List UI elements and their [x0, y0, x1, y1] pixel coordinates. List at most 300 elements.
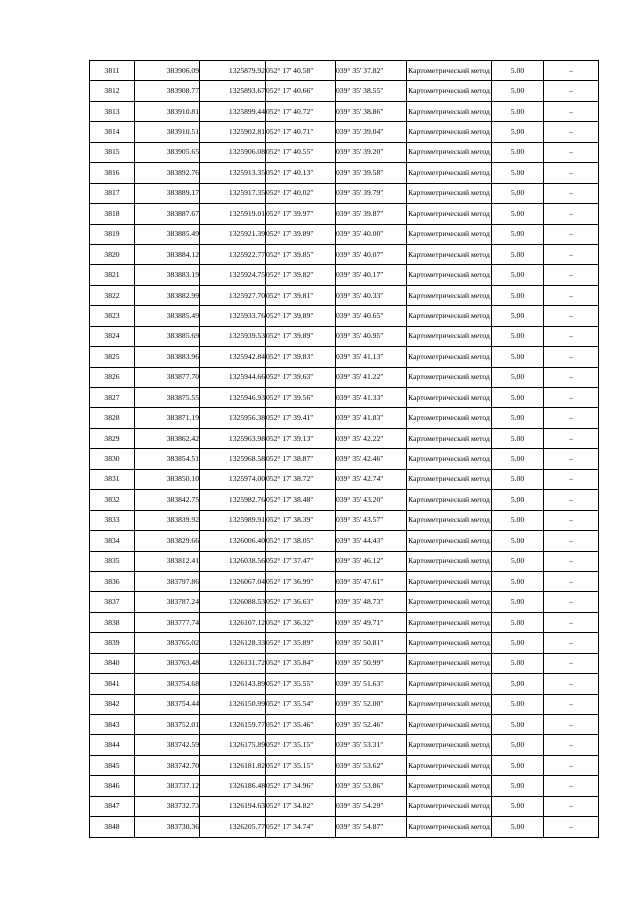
description-cell: –	[544, 449, 599, 469]
accuracy-cell: 5.00	[492, 653, 544, 673]
accuracy-cell: 5.00	[492, 551, 544, 571]
point-number-cell: 3813	[90, 101, 135, 121]
x-coordinate-cell: 383910.51	[135, 122, 200, 142]
longitude-cell: 039° 35' 41.33"	[336, 388, 407, 408]
longitude-cell: 039° 35' 39.79"	[336, 183, 407, 203]
accuracy-cell: 5.00	[492, 735, 544, 755]
accuracy-cell: 5.00	[492, 101, 544, 121]
x-coordinate-cell: 383797.86	[135, 571, 200, 591]
latitude-cell: 052° 17' 39.83"	[266, 347, 336, 367]
longitude-cell: 039° 35' 53.86"	[336, 776, 407, 796]
latitude-cell: 052° 17' 40.58"	[266, 61, 336, 81]
table-row	[90, 449, 599, 469]
x-coordinate-cell: 383910.81	[135, 101, 200, 121]
longitude-cell: 039° 35' 44.43"	[336, 531, 407, 551]
description-cell: –	[544, 694, 599, 714]
x-coordinate-cell: 383889.17	[135, 183, 200, 203]
longitude-cell: 039° 35' 39.87"	[336, 204, 407, 224]
method-cell: Картометрический метод	[407, 592, 492, 612]
x-coordinate-cell: 383812.41	[135, 551, 200, 571]
accuracy-cell: 5.00	[492, 81, 544, 101]
accuracy-cell: 5.00	[492, 776, 544, 796]
y-coordinate-cell: 1326159.77	[200, 715, 266, 735]
latitude-cell: 052° 17' 36.99"	[266, 571, 336, 591]
table-row	[90, 674, 599, 694]
table-row	[90, 612, 599, 632]
x-coordinate-cell: 383754.44	[135, 694, 200, 714]
accuracy-cell: 5.00	[492, 592, 544, 612]
accuracy-cell: 5.00	[492, 61, 544, 81]
longitude-cell: 039° 35' 40.65"	[336, 306, 407, 326]
longitude-cell: 039° 35' 40.07"	[336, 244, 407, 264]
method-cell: Картометрический метод	[407, 81, 492, 101]
point-number-cell: 3823	[90, 306, 135, 326]
method-cell: Картометрический метод	[407, 571, 492, 591]
description-cell: –	[544, 224, 599, 244]
method-cell: Картометрический метод	[407, 428, 492, 448]
description-cell: –	[544, 469, 599, 489]
description-cell: –	[544, 101, 599, 121]
table-row	[90, 122, 599, 142]
method-cell: Картометрический метод	[407, 694, 492, 714]
method-cell: Картометрический метод	[407, 735, 492, 755]
x-coordinate-cell: 383905.65	[135, 142, 200, 162]
method-cell: Картометрический метод	[407, 347, 492, 367]
longitude-cell: 039° 35' 41.83"	[336, 408, 407, 428]
method-cell: Картометрический метод	[407, 224, 492, 244]
description-cell: –	[544, 551, 599, 571]
x-coordinate-cell: 383850.10	[135, 469, 200, 489]
x-coordinate-cell: 383732.73	[135, 796, 200, 816]
accuracy-cell: 5.00	[492, 612, 544, 632]
y-coordinate-cell: 1326181.82	[200, 755, 266, 775]
table-row	[90, 755, 599, 775]
x-coordinate-cell: 383885.69	[135, 326, 200, 346]
x-coordinate-cell: 383885.49	[135, 224, 200, 244]
latitude-cell: 052° 17' 39.89"	[266, 306, 336, 326]
latitude-cell: 052° 17' 40.55"	[266, 142, 336, 162]
accuracy-cell: 5.00	[492, 285, 544, 305]
description-cell: –	[544, 347, 599, 367]
y-coordinate-cell: 1326131.72	[200, 653, 266, 673]
longitude-cell: 039° 35' 40.17"	[336, 265, 407, 285]
method-cell: Картометрический метод	[407, 306, 492, 326]
method-cell: Картометрический метод	[407, 122, 492, 142]
longitude-cell: 039° 35' 46.12"	[336, 551, 407, 571]
latitude-cell: 052° 17' 40.13"	[266, 163, 336, 183]
table-row	[90, 285, 599, 305]
method-cell: Картометрический метод	[407, 142, 492, 162]
x-coordinate-cell: 383839.92	[135, 510, 200, 530]
y-coordinate-cell: 1325924.75	[200, 265, 266, 285]
longitude-cell: 039° 35' 50.81"	[336, 633, 407, 653]
latitude-cell: 052° 17' 40.71"	[266, 122, 336, 142]
y-coordinate-cell: 1325922.77	[200, 244, 266, 264]
point-number-cell: 3837	[90, 592, 135, 612]
point-number-cell: 3822	[90, 285, 135, 305]
method-cell: Картометрический метод	[407, 796, 492, 816]
description-cell: –	[544, 674, 599, 694]
accuracy-cell: 5.00	[492, 796, 544, 816]
accuracy-cell: 5.00	[492, 347, 544, 367]
description-cell: –	[544, 122, 599, 142]
latitude-cell: 052° 17' 34.74"	[266, 817, 336, 837]
table-row	[90, 408, 599, 428]
x-coordinate-cell: 383906.09	[135, 61, 200, 81]
latitude-cell: 052° 17' 39.85"	[266, 244, 336, 264]
point-number-cell: 3821	[90, 265, 135, 285]
y-coordinate-cell: 1325956.38	[200, 408, 266, 428]
description-cell: –	[544, 204, 599, 224]
description-cell: –	[544, 142, 599, 162]
point-number-cell: 3840	[90, 653, 135, 673]
accuracy-cell: 5.00	[492, 244, 544, 264]
latitude-cell: 052° 17' 38.87"	[266, 449, 336, 469]
latitude-cell: 052° 17' 39.89"	[266, 326, 336, 346]
method-cell: Картометрический метод	[407, 367, 492, 387]
y-coordinate-cell: 1325942.84	[200, 347, 266, 367]
y-coordinate-cell: 1325899.44	[200, 101, 266, 121]
y-coordinate-cell: 1325879.92	[200, 61, 266, 81]
table-row	[90, 653, 599, 673]
longitude-cell: 039° 35' 42.46"	[336, 449, 407, 469]
point-number-cell: 3819	[90, 224, 135, 244]
point-number-cell: 3830	[90, 449, 135, 469]
description-cell: –	[544, 612, 599, 632]
accuracy-cell: 5.00	[492, 490, 544, 510]
longitude-cell: 039° 35' 53.62"	[336, 755, 407, 775]
x-coordinate-cell: 383892.76	[135, 163, 200, 183]
longitude-cell: 039° 35' 41.22"	[336, 367, 407, 387]
method-cell: Картометрический метод	[407, 61, 492, 81]
longitude-cell: 039° 35' 40.33"	[336, 285, 407, 305]
accuracy-cell: 5.00	[492, 306, 544, 326]
method-cell: Картометрический метод	[407, 163, 492, 183]
method-cell: Картометрический метод	[407, 244, 492, 264]
latitude-cell: 052° 17' 38.72"	[266, 469, 336, 489]
x-coordinate-cell: 383887.67	[135, 204, 200, 224]
longitude-cell: 039° 35' 39.58"	[336, 163, 407, 183]
y-coordinate-cell: 1325902.81	[200, 122, 266, 142]
y-coordinate-cell: 1326175.89	[200, 735, 266, 755]
point-number-cell: 3835	[90, 551, 135, 571]
method-cell: Картометрический метод	[407, 755, 492, 775]
y-coordinate-cell: 1326067.04	[200, 571, 266, 591]
latitude-cell: 052° 17' 35.15"	[266, 755, 336, 775]
accuracy-cell: 5.00	[492, 531, 544, 551]
latitude-cell: 052° 17' 39.13"	[266, 428, 336, 448]
x-coordinate-cell: 383787.24	[135, 592, 200, 612]
longitude-cell: 039° 35' 41.13"	[336, 347, 407, 367]
description-cell: –	[544, 163, 599, 183]
latitude-cell: 052° 17' 39.97"	[266, 204, 336, 224]
accuracy-cell: 5.00	[492, 142, 544, 162]
y-coordinate-cell: 1325906.08	[200, 142, 266, 162]
y-coordinate-cell: 1325919.01	[200, 204, 266, 224]
method-cell: Картометрический метод	[407, 101, 492, 121]
x-coordinate-cell: 383871.19	[135, 408, 200, 428]
method-cell: Картометрический метод	[407, 531, 492, 551]
x-coordinate-cell: 383763.48	[135, 653, 200, 673]
table-row	[90, 326, 599, 346]
table-row	[90, 347, 599, 367]
accuracy-cell: 5.00	[492, 224, 544, 244]
accuracy-cell: 5.00	[492, 674, 544, 694]
method-cell: Картометрический метод	[407, 633, 492, 653]
accuracy-cell: 5.00	[492, 428, 544, 448]
y-coordinate-cell: 1326205.77	[200, 817, 266, 837]
point-number-cell: 3829	[90, 428, 135, 448]
longitude-cell: 039° 35' 48.73"	[336, 592, 407, 612]
method-cell: Картометрический метод	[407, 408, 492, 428]
x-coordinate-cell: 383854.51	[135, 449, 200, 469]
accuracy-cell: 5.00	[492, 408, 544, 428]
x-coordinate-cell: 383883.19	[135, 265, 200, 285]
latitude-cell: 052° 17' 39.41"	[266, 408, 336, 428]
description-cell: –	[544, 531, 599, 551]
table-row	[90, 367, 599, 387]
point-number-cell: 3812	[90, 81, 135, 101]
x-coordinate-cell: 383752.01	[135, 715, 200, 735]
description-cell: –	[544, 715, 599, 735]
longitude-cell: 039° 35' 54.29"	[336, 796, 407, 816]
longitude-cell: 039° 35' 50.99"	[336, 653, 407, 673]
method-cell: Картометрический метод	[407, 204, 492, 224]
accuracy-cell: 5.00	[492, 388, 544, 408]
latitude-cell: 052° 17' 35.84"	[266, 653, 336, 673]
description-cell: –	[544, 796, 599, 816]
table-row	[90, 796, 599, 816]
description-cell: –	[544, 408, 599, 428]
longitude-cell: 039° 35' 38.86"	[336, 101, 407, 121]
point-number-cell: 3827	[90, 388, 135, 408]
method-cell: Картометрический метод	[407, 776, 492, 796]
description-cell: –	[544, 81, 599, 101]
table-row	[90, 694, 599, 714]
accuracy-cell: 5.00	[492, 571, 544, 591]
longitude-cell: 039° 35' 39.04"	[336, 122, 407, 142]
document-page	[89, 60, 598, 838]
description-cell: –	[544, 633, 599, 653]
method-cell: Картометрический метод	[407, 551, 492, 571]
table-row	[90, 592, 599, 612]
y-coordinate-cell: 1325982.76	[200, 490, 266, 510]
description-cell: –	[544, 244, 599, 264]
accuracy-cell: 5.00	[492, 469, 544, 489]
accuracy-cell: 5.00	[492, 510, 544, 530]
point-number-cell: 3815	[90, 142, 135, 162]
table-row	[90, 633, 599, 653]
table-row	[90, 183, 599, 203]
y-coordinate-cell: 1325974.00	[200, 469, 266, 489]
latitude-cell: 052° 17' 39.63"	[266, 367, 336, 387]
y-coordinate-cell: 1326186.48	[200, 776, 266, 796]
table-row	[90, 101, 599, 121]
latitude-cell: 052° 17' 36.32"	[266, 612, 336, 632]
method-cell: Картометрический метод	[407, 817, 492, 837]
y-coordinate-cell: 1326194.63	[200, 796, 266, 816]
accuracy-cell: 5.00	[492, 715, 544, 735]
latitude-cell: 052° 17' 35.55"	[266, 674, 336, 694]
description-cell: –	[544, 653, 599, 673]
description-cell: –	[544, 367, 599, 387]
description-cell: –	[544, 388, 599, 408]
y-coordinate-cell: 1325917.35	[200, 183, 266, 203]
point-number-cell: 3824	[90, 326, 135, 346]
y-coordinate-cell: 1325893.67	[200, 81, 266, 101]
description-cell: –	[544, 61, 599, 81]
accuracy-cell: 5.00	[492, 183, 544, 203]
accuracy-cell: 5.00	[492, 449, 544, 469]
accuracy-cell: 5.00	[492, 694, 544, 714]
point-number-cell: 3831	[90, 469, 135, 489]
latitude-cell: 052° 17' 35.15"	[266, 735, 336, 755]
accuracy-cell: 5.00	[492, 326, 544, 346]
accuracy-cell: 5.00	[492, 204, 544, 224]
point-number-cell: 3836	[90, 571, 135, 591]
table-row	[90, 306, 599, 326]
x-coordinate-cell: 383742.59	[135, 735, 200, 755]
point-number-cell: 3817	[90, 183, 135, 203]
longitude-cell: 039° 35' 47.61"	[336, 571, 407, 591]
y-coordinate-cell: 1326088.53	[200, 592, 266, 612]
longitude-cell: 039° 35' 40.95"	[336, 326, 407, 346]
description-cell: –	[544, 776, 599, 796]
table-row	[90, 204, 599, 224]
latitude-cell: 052° 17' 35.46"	[266, 715, 336, 735]
description-cell: –	[544, 490, 599, 510]
method-cell: Картометрический метод	[407, 653, 492, 673]
longitude-cell: 039° 35' 53.31"	[336, 735, 407, 755]
y-coordinate-cell: 1325927.70	[200, 285, 266, 305]
accuracy-cell: 5.00	[492, 122, 544, 142]
point-number-cell: 3844	[90, 735, 135, 755]
longitude-cell: 039° 35' 40.00"	[336, 224, 407, 244]
point-number-cell: 3848	[90, 817, 135, 837]
point-number-cell: 3846	[90, 776, 135, 796]
table-row	[90, 817, 599, 837]
description-cell: –	[544, 326, 599, 346]
latitude-cell: 052° 17' 37.47"	[266, 551, 336, 571]
x-coordinate-cell: 383765.02	[135, 633, 200, 653]
point-number-cell: 3826	[90, 367, 135, 387]
latitude-cell: 052° 17' 35.54"	[266, 694, 336, 714]
point-number-cell: 3843	[90, 715, 135, 735]
table-row	[90, 224, 599, 244]
method-cell: Картометрический метод	[407, 510, 492, 530]
longitude-cell: 039° 35' 42.22"	[336, 428, 407, 448]
point-number-cell: 3838	[90, 612, 135, 632]
y-coordinate-cell: 1325946.93	[200, 388, 266, 408]
y-coordinate-cell: 1326150.99	[200, 694, 266, 714]
description-cell: –	[544, 183, 599, 203]
x-coordinate-cell: 383754.68	[135, 674, 200, 694]
table-row	[90, 244, 599, 264]
y-coordinate-cell: 1326038.56	[200, 551, 266, 571]
method-cell: Картометрический метод	[407, 449, 492, 469]
latitude-cell: 052° 17' 39.82"	[266, 265, 336, 285]
table-row	[90, 142, 599, 162]
x-coordinate-cell: 383842.75	[135, 490, 200, 510]
point-number-cell: 3845	[90, 755, 135, 775]
longitude-cell: 039° 35' 52.46"	[336, 715, 407, 735]
point-number-cell: 3839	[90, 633, 135, 653]
latitude-cell: 052° 17' 39.56"	[266, 388, 336, 408]
point-number-cell: 3816	[90, 163, 135, 183]
description-cell: –	[544, 735, 599, 755]
y-coordinate-cell: 1325913.35	[200, 163, 266, 183]
method-cell: Картометрический метод	[407, 490, 492, 510]
point-number-cell: 3814	[90, 122, 135, 142]
accuracy-cell: 5.00	[492, 367, 544, 387]
table-row	[90, 531, 599, 551]
point-number-cell: 3833	[90, 510, 135, 530]
table-row	[90, 510, 599, 530]
point-number-cell: 3847	[90, 796, 135, 816]
description-cell: –	[544, 306, 599, 326]
y-coordinate-cell: 1326128.33	[200, 633, 266, 653]
latitude-cell: 052° 17' 38.05"	[266, 531, 336, 551]
method-cell: Картометрический метод	[407, 715, 492, 735]
method-cell: Картометрический метод	[407, 469, 492, 489]
x-coordinate-cell: 383737.12	[135, 776, 200, 796]
latitude-cell: 052° 17' 34.96"	[266, 776, 336, 796]
y-coordinate-cell: 1325944.66	[200, 367, 266, 387]
x-coordinate-cell: 383883.96	[135, 347, 200, 367]
y-coordinate-cell: 1325989.91	[200, 510, 266, 530]
point-number-cell: 3828	[90, 408, 135, 428]
description-cell: –	[544, 592, 599, 612]
latitude-cell: 052° 17' 38.39"	[266, 510, 336, 530]
x-coordinate-cell: 383908.77	[135, 81, 200, 101]
table-row	[90, 265, 599, 285]
x-coordinate-cell: 383882.99	[135, 285, 200, 305]
x-coordinate-cell: 383777.74	[135, 612, 200, 632]
point-number-cell: 3834	[90, 531, 135, 551]
table-row	[90, 61, 599, 81]
description-cell: –	[544, 285, 599, 305]
method-cell: Картометрический метод	[407, 612, 492, 632]
y-coordinate-cell: 1326107.12	[200, 612, 266, 632]
accuracy-cell: 5.00	[492, 755, 544, 775]
x-coordinate-cell: 383730.36	[135, 817, 200, 837]
latitude-cell: 052° 17' 35.89"	[266, 633, 336, 653]
longitude-cell: 039° 35' 43.20"	[336, 490, 407, 510]
longitude-cell: 039° 35' 39.20"	[336, 142, 407, 162]
table-row	[90, 490, 599, 510]
description-cell: –	[544, 817, 599, 837]
method-cell: Картометрический метод	[407, 285, 492, 305]
point-number-cell: 3818	[90, 204, 135, 224]
description-cell: –	[544, 428, 599, 448]
coordinates-table-body	[90, 61, 599, 838]
latitude-cell: 052° 17' 40.66"	[266, 81, 336, 101]
point-number-cell: 3832	[90, 490, 135, 510]
latitude-cell: 052° 17' 40.02"	[266, 183, 336, 203]
method-cell: Картометрический метод	[407, 183, 492, 203]
longitude-cell: 039° 35' 54.87"	[336, 817, 407, 837]
table-row	[90, 735, 599, 755]
point-number-cell: 3820	[90, 244, 135, 264]
y-coordinate-cell: 1325968.58	[200, 449, 266, 469]
x-coordinate-cell: 383875.55	[135, 388, 200, 408]
y-coordinate-cell: 1326143.89	[200, 674, 266, 694]
method-cell: Картометрический метод	[407, 674, 492, 694]
table-row	[90, 428, 599, 448]
table-row	[90, 551, 599, 571]
method-cell: Картометрический метод	[407, 388, 492, 408]
longitude-cell: 039° 35' 37.82"	[336, 61, 407, 81]
